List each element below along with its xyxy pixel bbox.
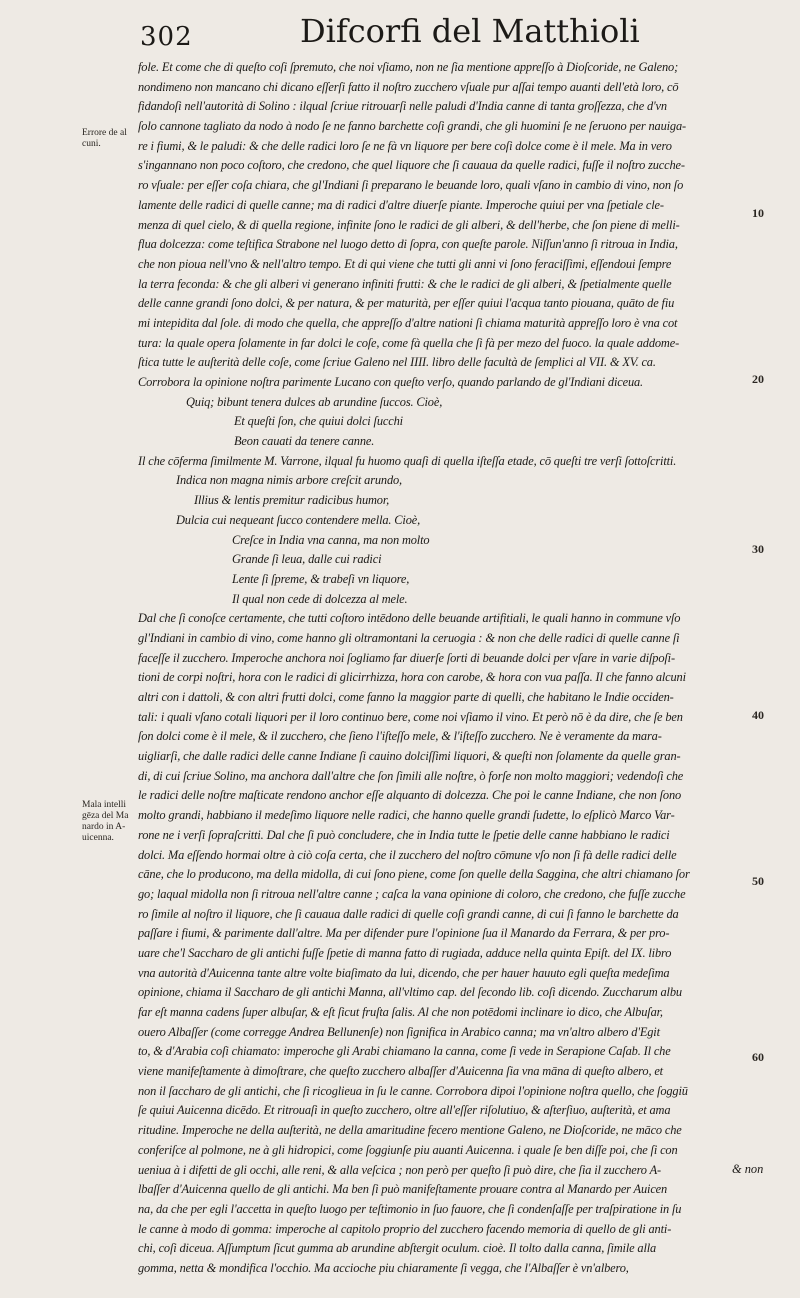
text-line: le radici delle noſtre maſticate rendono anchor eſſe alquanto di dolcezza. Che poi le canne Indiane, che non ſono: [138, 788, 682, 803]
margin-note-line: Mala intelli: [82, 800, 127, 810]
text-line: che non pioua nell'vno & nell'altro tempo. Et di qui viene che tutti gli anni vi ſono feraciſſimi, eſſendoui ſempre: [138, 256, 672, 271]
text-line: la terra feconda: & che gli alberi vi generano infiniti frutti: & che le radici de gli alberi, & ſpetialmente quelle: [138, 276, 672, 291]
text-line: molto grandi, habbiano il medeſimo liquore nelle radici, che hanno quelle grandi ſudette, lo eſplicò Marco Var-: [138, 808, 675, 823]
margin-note-line: cuni.: [82, 139, 101, 149]
text-line: lbaſſer d'Auicenna quello de gli antichi. Ma ben ſi può manifeſtamente prouare contra al Manardo per Auicen: [138, 1182, 668, 1197]
line-number: 60: [752, 1050, 764, 1064]
catchword: & non: [732, 1162, 764, 1176]
text-line: flua dolcezza: come teſtifica Strabone nel luogo detto di ſopra, con queſte parole. Niſſun'anno ſi ritroua in India,: [138, 237, 678, 252]
margin-note-line: Errore de al: [82, 128, 127, 138]
page-header: [140, 10, 640, 58]
verse-line: Quiq; bibunt tenera dulces ab arundine ſuccos. Cioè,: [186, 394, 443, 409]
text-line: tura: la quale opera ſolamente in far dolci le coſe, come fà quella che ſi fà per mezo del fuoco. la quale addome-: [138, 335, 680, 350]
text-line: ro ſimile al noſtro il liquore, che ſi cauaua dalle radici di quelle coſi grandi canne, di cui ſi fanno le barchette da: [138, 906, 679, 921]
text-line: vna autorità d'Auicenna tante altre volte biaſimato da lui, dicendo, che per hauer hauuto egli queſta medeſima: [138, 965, 670, 980]
text-line: go; laqual midolla non ſi ritroua nell'altre canne ; caſca la vana opinione di coloro, che credono, che fuſſe zucche: [138, 886, 686, 901]
text-line: ritudine. Imperoche ne della auſterità, ne della amaritudine fecero mentione Galeno, ne Dioſcoride, ne māco che: [138, 1123, 682, 1138]
text-line: fole. Et come che di queſto coſi ſpremuto, che noi vſiamo, non ne ſia mentione appreſſo à Dioſcoride, ne Galeno;: [138, 60, 679, 74]
text-line: uigliarſi, che dalle radici delle canne Indiane ſi cauino dolciſſimi liquori, & queſti non ſolamente da quelle gran-: [138, 749, 681, 764]
text-line: le canne à modo di gomma: imperoche al capitolo proprio del zucchero facendo memoria di quello de gli anti-: [138, 1221, 672, 1236]
verse-line: Illius & lentis premitur radicibus humor,: [194, 493, 390, 508]
verse-line: Indica non magna nimis arbore creſcit arundo,: [176, 473, 403, 488]
text-line: ſtica tutte le auſterità delle coſe, come ſcriue Galeno nel IIII. libro delle facultà de ſemplici al VII. & XV. ca.: [138, 355, 656, 370]
text-line: tioni de corpi noſtri, hora con le radici di glicirrhizza, hora con carobe, & hora con vua paſſa. Il che fanno alcuni: [138, 670, 686, 685]
text-line: tali: i quali vſano cotali liquori per il loro continuo bere, come noi vſiamo il vino. Et però nō è da dire, che ſe ben: [138, 709, 683, 724]
text-line: ouero Albaſſer (come corregge Andrea Bellunenſe) non ſignifica in Arabico canna; ma vn'altro albero d'Egit: [138, 1024, 660, 1039]
verse-line: Lente ſi ſpreme, & trabeſi vn liquore,: [232, 571, 410, 586]
text-line: far eſt manna cadens ſuper albuſar, & eſt ſicut fruſta ſalis. Al che non potēdomi inclinare io dico, che Albuſar,: [138, 1005, 663, 1019]
line-number: 10: [752, 206, 764, 220]
text-line: nondimeno non mancano chi dicano eſſerſi fatto il noſtro zucchero vſuale pur aſſai tempo auanti dell'età loro, cō: [138, 79, 679, 94]
text-line: Corrobora la opinione noſtra parimente Lucano con queſto verſo, quando parlando de gl'Indiani diceua.: [138, 375, 643, 389]
text-line: gomma, netta & mondifica l'occhio. Ma accioche piu chiaramente ſi vegga, che l'Albaſſer è vn'albero,: [138, 1260, 629, 1275]
verse-line: Et queſti ſon, che quiui dolci ſucchi: [234, 414, 403, 429]
verse-line: Il qual non cede di dolcezza al mele.: [232, 591, 408, 606]
verse-line: Grande ſi leua, dalle cui radici: [232, 552, 382, 567]
line-number: 30: [752, 542, 764, 556]
text-line: gl'Indiani in cambio di vino, come hanno gli oltramontani la ceruogia : & non che delle radici di quelle canne ſi: [138, 630, 680, 645]
text-line: conferiſce al polmone, ne à gli hidropici, come ſoggiunſe piu auanti Auicenna. i quale ſe ben diſſe poi, che ſi con: [138, 1142, 678, 1157]
verse-line: Dulcia cui nequeant ſucco contendere mella. Cioè,: [176, 512, 421, 527]
text-line: non il ſaccharo de gli antichi, che ſi ricoglieua in ſu le canne. Corrobora dipoi l'opinione noſtra quello, che ſoggiū: [138, 1083, 688, 1098]
text-line: altri con i dattoli, & con altri frutti dolci, come fanno la maggior parte di quelli, che habitano le Indie occiden-: [138, 690, 674, 704]
text-line: na, da che per egli l'accetta in queſto luogo per teſtimonio in ſuo fauore, che ſi condenſaſſe per traſpiratione in ſu: [138, 1201, 682, 1216]
text-line: Dal che ſi conoſce certamente, che tutti coſtoro intēdono delle beuande artifitiali, le quali hanno in commune vſo: [138, 611, 681, 626]
text-line: Il che cōferma ſimilmente M. Varrone, ilqual fu huomo quaſi di quella iſteſſa etade, cō queſti tre verſi ſottoſcritti.: [138, 453, 677, 468]
verse-line: Creſce in India vna canna, ma non molto: [232, 532, 430, 547]
text-line: ſon dolci come è il mele, & il zucchero, che ſieno l'iſteſſo mele, & l'iſteſſo zucchero. Ne è veramente da mara-: [138, 729, 662, 744]
margin-note-line: uicenna.: [82, 833, 114, 843]
text-line: opinione, chiama il Saccharo de gli antichi Manna, all'vltimo cap. del ſecondo lib. coſi dicendo. Zuccharum albu: [138, 985, 682, 1000]
text-line: cāne, che lo producono, ma della midolla, di cui ſono piene, come ſon quelle della Saggina, che altri chiamano ſor: [138, 867, 690, 882]
text-line: viene manifeſtamente à dimoſtrare, che queſto zucchero albaſſer d'Auicenna ſia vna māna di queſto albero, et: [138, 1064, 663, 1079]
line-number: 40: [752, 708, 764, 722]
text-line: rone ne i verſi ſopraſcritti. Dal che ſi può concludere, che in India tutte le ſpetie delle canne habbiano le radici: [138, 827, 670, 842]
body-text: [138, 58, 770, 1298]
text-line: paſſare i fiumi, & parimente dall'altre. Ma per difender pure l'opinione ſua il Manardo da Ferrara, & per pro-: [138, 926, 670, 941]
line-number: 50: [752, 874, 764, 888]
text-line: di, di cui ſcriue Solino, ma anchora dall'altre che ſon ſimili alle noſtre, ò forſe non molto maggiori; vedendoſi che: [138, 768, 684, 783]
page-number: 302: [140, 22, 193, 52]
text-line: uare che'l Saccharo de gli antichi fuſſe ſpetie di manna fatto di rugiada, adduce nella quinta Epiſt. del IX. libro: [138, 945, 672, 960]
text-line: ſolo cannone tagliato da nodo à nodo ſe ne fanno barchette coſi grandi, che gli huomini ſe ne ſeruono per nauiga-: [138, 119, 687, 134]
text-line: ſe quiui Auicenna dicēdo. Et ritrouaſi in queſto zucchero, oltre all'eſſer riſolutiuo, & aſterſiuo, auſterità, et ama: [138, 1103, 671, 1118]
margin-note-line: nardo in A-: [82, 822, 126, 832]
margin-note-line: gēza del Ma: [82, 811, 129, 821]
margin-note: [82, 128, 138, 150]
text-line: ueniua à i difetti de gli occhi, alle reni, & alla veſcica ; non però per queſto ſi può dire, che ſia il zucchero A-: [138, 1162, 661, 1177]
line-number: 20: [752, 372, 764, 386]
text-line: delle canne grandi ſono dolci, & per natura, & per maturità, per eſſer quiui l'acqua tanto piouana, quāto de fiu: [138, 296, 675, 311]
margin-note: [82, 800, 138, 844]
text-line: ro vſuale: per eſſer coſa chiara, che gl'Indiani ſi preparano le beuande loro, quali vſano in cambio di vino, non ſo: [138, 178, 684, 193]
text-line: mi intepidita dal ſole. di modo che quella, che appreſſo d'altre nationi ſi chiama maturità appreſſo loro è vna cot: [138, 315, 678, 330]
running-head: Difcorfi del Matthioli: [300, 12, 640, 50]
text-line: chi, coſi diceua. Aſſumptum ſicut gumma ab arundine abſtergit oculum. cioè. Il tolto dalla canna, ſimile alla: [138, 1241, 657, 1256]
text-line: s'ingannano non poco coſtoro, che credono, che quel liquore che ſi cauaua da quelle radici, fuſſe il noſtro zucche-: [138, 158, 685, 173]
text-line: lamente delle radici di quelle canne; ma di radici d'altre diuerſe piante. Imperoche quiui per vna ſpetiale cle-: [138, 197, 664, 212]
text-line: faceſſe il zucchero. Imperoche anchora noi ſogliamo far diuerſe ſorti di beuande dolci per vſare in varie diſpoſi-: [138, 650, 675, 665]
text-line: dolci. Ma eſſendo hormai oltre à ciò coſa certa, che il zucchero del noſtro cōmune vſo non ſi fà delle radici delle: [138, 847, 677, 862]
text-line: [138, 1279, 770, 1298]
text-line: to, & d'Arabia coſi chiamato: imperoche gli Arabi chiamano la canna, come ſi vede in Serapione Caſab. Il che: [138, 1044, 671, 1059]
text-line: fidandoſi nell'autorità di Solino : ilqual ſcriue ritrouarſi nelle paludi d'India canne di tanta groſſezza, che d'vn: [138, 99, 667, 114]
text-line: menza di quel cielo, & di quella regione, infinite ſono le radici de gli alberi, & dell'herbe, che ſon piene di melli-: [138, 217, 680, 232]
text-line: re i fiumi, & le paludi: & che delle radici loro ſe ne fà vn liquore per bere coſi dolce come è il mele. Ma in vero: [138, 138, 672, 153]
verse-line: Beon cauati da tenere canne.: [234, 434, 375, 449]
